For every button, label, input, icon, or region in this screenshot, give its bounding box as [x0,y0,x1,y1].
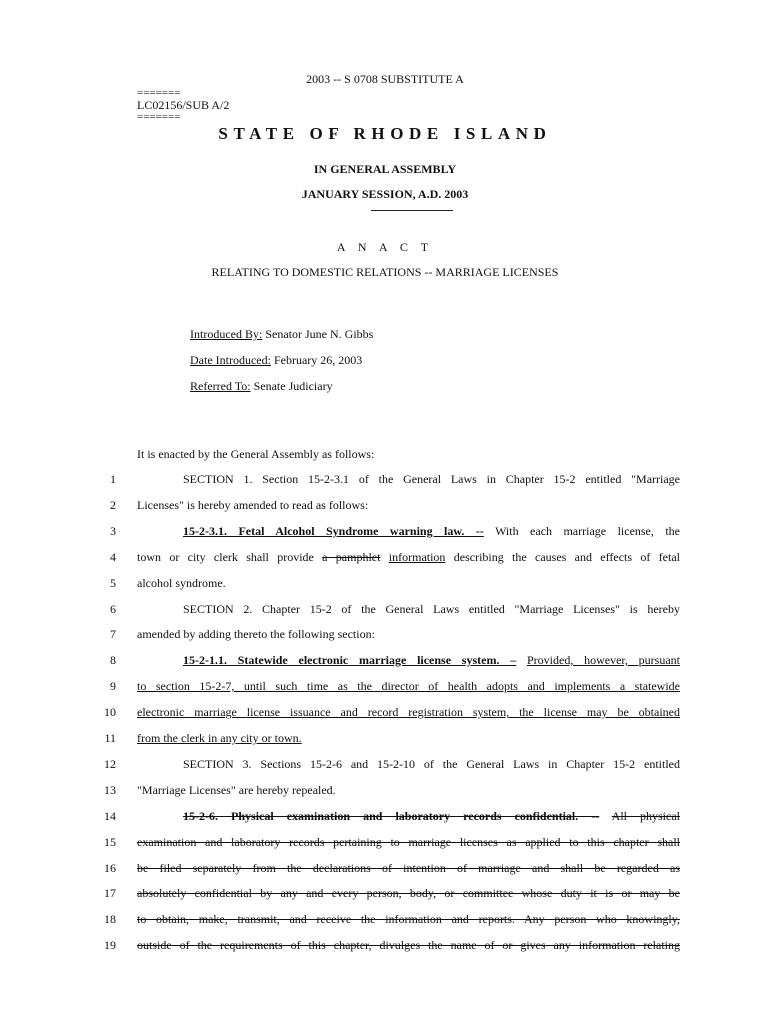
bill-line [137,731,680,746]
line-number: 16 [104,861,116,875]
line-number: 4 [110,550,116,564]
repealed-text: examination and laboratory records pertaining to marriage licenses as applied to this chapter shall [137,835,680,849]
date-introduced [190,353,362,368]
line-number: 7 [110,627,116,641]
marker-line-top: ======= [137,87,181,99]
bill-line [183,757,680,772]
line-number: 2 [110,498,116,512]
bill-line [137,679,680,694]
bill-line [137,783,680,798]
repealed-text: All physical [611,809,681,823]
assembly-heading: IN GENERAL ASSEMBLY [313,162,457,176]
date-introduced-label: Date Introduced: [190,353,271,367]
bill-line [137,576,680,591]
introduced-by-value: Senator June N. Gibbs [265,327,374,341]
repealed-section-heading: 15-2-6. Physical examination and laboratory records confidential. -- [183,809,600,823]
line-number: 1 [110,472,116,486]
bill-line [137,705,680,720]
act-subject: RELATING TO DOMESTIC RELATIONS -- MARRIAGE LICENSES [211,265,559,279]
bill-line [137,886,680,901]
repealed-text: absolutely confidential by any and every person, body, or committee whose duty it is or may be [137,886,680,900]
bill-line [183,524,680,539]
line-number: 10 [104,705,116,719]
bill-number: 2003 -- S 0708 SUBSTITUTE A [306,72,464,86]
bill-line [183,472,680,487]
line-number: 11 [104,731,116,745]
state-title: STATE OF RHODE ISLAND [218,124,552,143]
bill-line [137,550,680,565]
referred-to [190,379,333,394]
line-number: 9 [110,679,116,693]
line-text: alcohol syndrome. [137,576,226,590]
referred-to-label: Referred To: [190,379,251,393]
line-number: 8 [110,653,116,667]
bill-line [137,938,680,953]
act-heading: A N A C T [336,240,434,254]
line-number: 19 [104,938,116,952]
line-text: With each marriage license, the [495,524,680,538]
line-number: 17 [104,886,116,900]
bill-line [183,653,680,668]
section-heading: 15-2-3.1. Fetal Alcohol Syndrome warning law. -- [183,524,484,538]
line-text: electronic marriage license issuance and record registration system, the license may be obtained [137,705,680,719]
lc-number: LC02156/SUB A/2 [137,98,230,112]
bill-line [183,809,680,824]
divider-rule [371,210,453,211]
bill-line [137,912,680,927]
introduced-by [190,327,373,342]
enacting-clause: It is enacted by the General Assembly as follows: [137,447,375,461]
repealed-text: to obtain, make, transmit, and receive the information and reports. Any person who knowingly, [137,912,680,926]
line-text: from the clerk in any city or town. [137,731,302,745]
bill-line [137,861,680,876]
marker-line-bottom: ======= [137,111,181,123]
bill-line [183,602,680,617]
line-text: "Marriage Licenses" are hereby repealed. [137,783,336,797]
line-number: 18 [104,912,116,926]
line-text: amended by adding thereto the following section: [137,627,375,641]
deleted-text: a pamphlet [322,550,381,564]
line-text: SECTION 1. Section 15-2-3.1 of the General Laws in Chapter 15-2 entitled "Marriage [183,472,680,486]
date-introduced-value: February 26, 2003 [273,353,363,367]
introduced-by-label: Introduced By: [190,327,263,341]
session-heading: JANUARY SESSION, A.D. 2003 [301,187,469,201]
line-text: to section 15-2-7, until such time as the director of health adopts and implements a statewide [137,679,680,693]
line-number: 15 [104,835,116,849]
line-number: 5 [110,576,116,590]
line-text: SECTION 2. Chapter 15-2 of the General Laws entitled "Marriage Licenses" is hereby [183,602,680,616]
bill-line [137,498,680,513]
line-number: 12 [104,757,116,771]
inserted-text: information [388,550,446,564]
line-text: Provided, however, pursuant [527,653,681,667]
repealed-text: be filed separately from the declarations of intention of marriage and shall be regarded as [137,861,680,875]
line-number: 3 [110,524,116,538]
line-text: Licenses" is hereby amended to read as follows: [137,498,369,512]
line-text: describing the causes and effects of fetal [453,550,680,564]
repealed-text: outside of the requirements of this chapter, divulges the name of or gives any information relating [137,938,680,952]
bill-line [137,627,680,642]
line-text: SECTION 3. Sections 15-2-6 and 15-2-10 of the General Laws in Chapter 15-2 entitled [183,757,680,771]
referred-to-value: Senate Judiciary [253,379,333,393]
line-number: 13 [104,783,116,797]
bill-line [137,835,680,850]
line-number: 6 [110,602,116,616]
line-number: 14 [104,809,116,823]
line-text: town or city clerk shall provide [137,550,314,564]
section-heading: 15-2-1.1. Statewide electronic marriage license system. – [183,653,517,667]
